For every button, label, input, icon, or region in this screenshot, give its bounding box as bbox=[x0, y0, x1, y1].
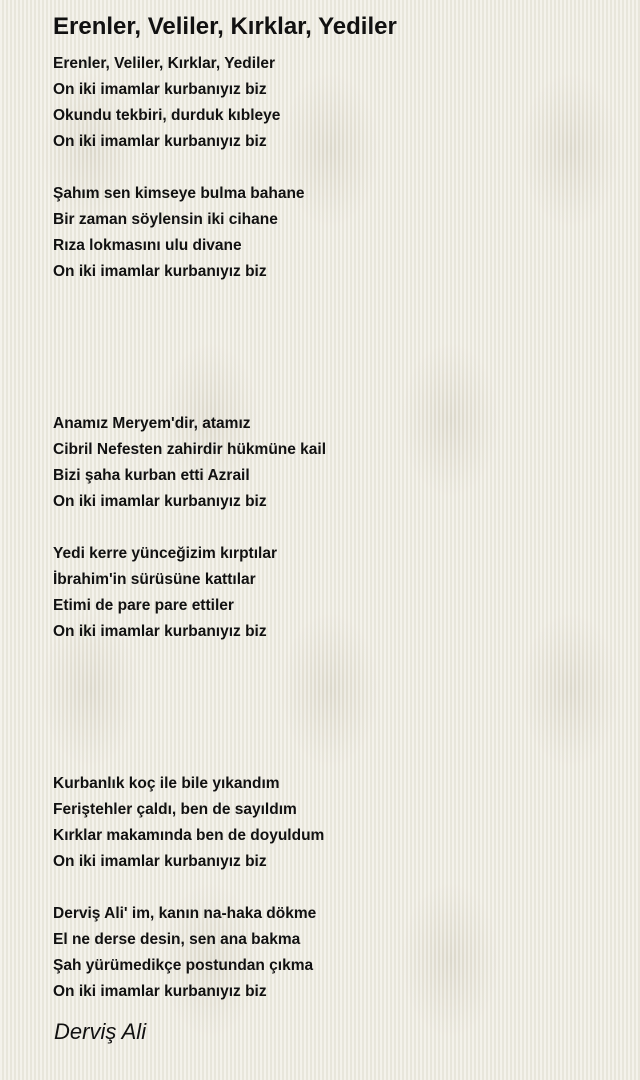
poem-line: On iki imamlar kurbanıyız biz bbox=[53, 983, 267, 1000]
poem-line: Şah yürümedikçe postundan çıkma bbox=[53, 957, 314, 974]
poem-line: On iki imamlar kurbanıyız biz bbox=[53, 81, 267, 98]
stanza-6 bbox=[53, 901, 316, 1005]
poem-line: Feriştehler çaldı, ben de sayıldım bbox=[53, 801, 297, 818]
poem-line: On iki imamlar kurbanıyız biz bbox=[53, 853, 267, 870]
poem-line: Etimi de pare pare ettiler bbox=[53, 597, 234, 614]
stanza-5 bbox=[53, 771, 324, 875]
poem-line: On iki imamlar kurbanıyız biz bbox=[53, 623, 267, 640]
poem-line: Kırklar makamında ben de doyuldum bbox=[53, 827, 325, 844]
stanza-2 bbox=[53, 181, 305, 285]
poem-line: On iki imamlar kurbanıyız biz bbox=[53, 263, 267, 280]
poem-line: On iki imamlar kurbanıyız biz bbox=[53, 133, 267, 150]
poem-line: Bir zaman söylensin iki cihane bbox=[53, 211, 278, 228]
poem-line: Erenler, Veliler, Kırklar, Yediler bbox=[53, 55, 276, 72]
poem-line: İbrahim'in sürüsüne kattılar bbox=[53, 571, 256, 588]
stanza-4 bbox=[53, 541, 277, 645]
poem-line: Bizi şaha kurban etti Azrail bbox=[53, 467, 250, 484]
poem-line: Yedi kerre yünceğizim kırptılar bbox=[53, 545, 277, 562]
poem-line: Derviş Ali' im, kanın na-haka dökme bbox=[53, 905, 317, 922]
poem-line: Şahım sen kimseye bulma bahane bbox=[53, 185, 305, 202]
poem-line: Rıza lokmasını ulu divane bbox=[53, 237, 242, 254]
poem-line: El ne derse desin, sen ana bakma bbox=[53, 931, 301, 948]
poem-line: Anamız Meryem'dir, atamız bbox=[53, 415, 251, 432]
stanza-3 bbox=[53, 411, 326, 515]
poem-line: Kurbanlık koç ile bile yıkandım bbox=[53, 775, 280, 792]
poem-author: Derviş Ali bbox=[54, 1019, 147, 1044]
poem-line: Cibril Nefesten zahirdir hükmüne kail bbox=[53, 441, 327, 458]
poem-line: Okundu tekbiri, durduk kıbleye bbox=[53, 107, 281, 124]
stanza-1 bbox=[53, 51, 280, 155]
poem-title: Erenler, Veliler, Kırklar, Yediler bbox=[53, 13, 397, 40]
poem-line: On iki imamlar kurbanıyız biz bbox=[53, 493, 267, 510]
